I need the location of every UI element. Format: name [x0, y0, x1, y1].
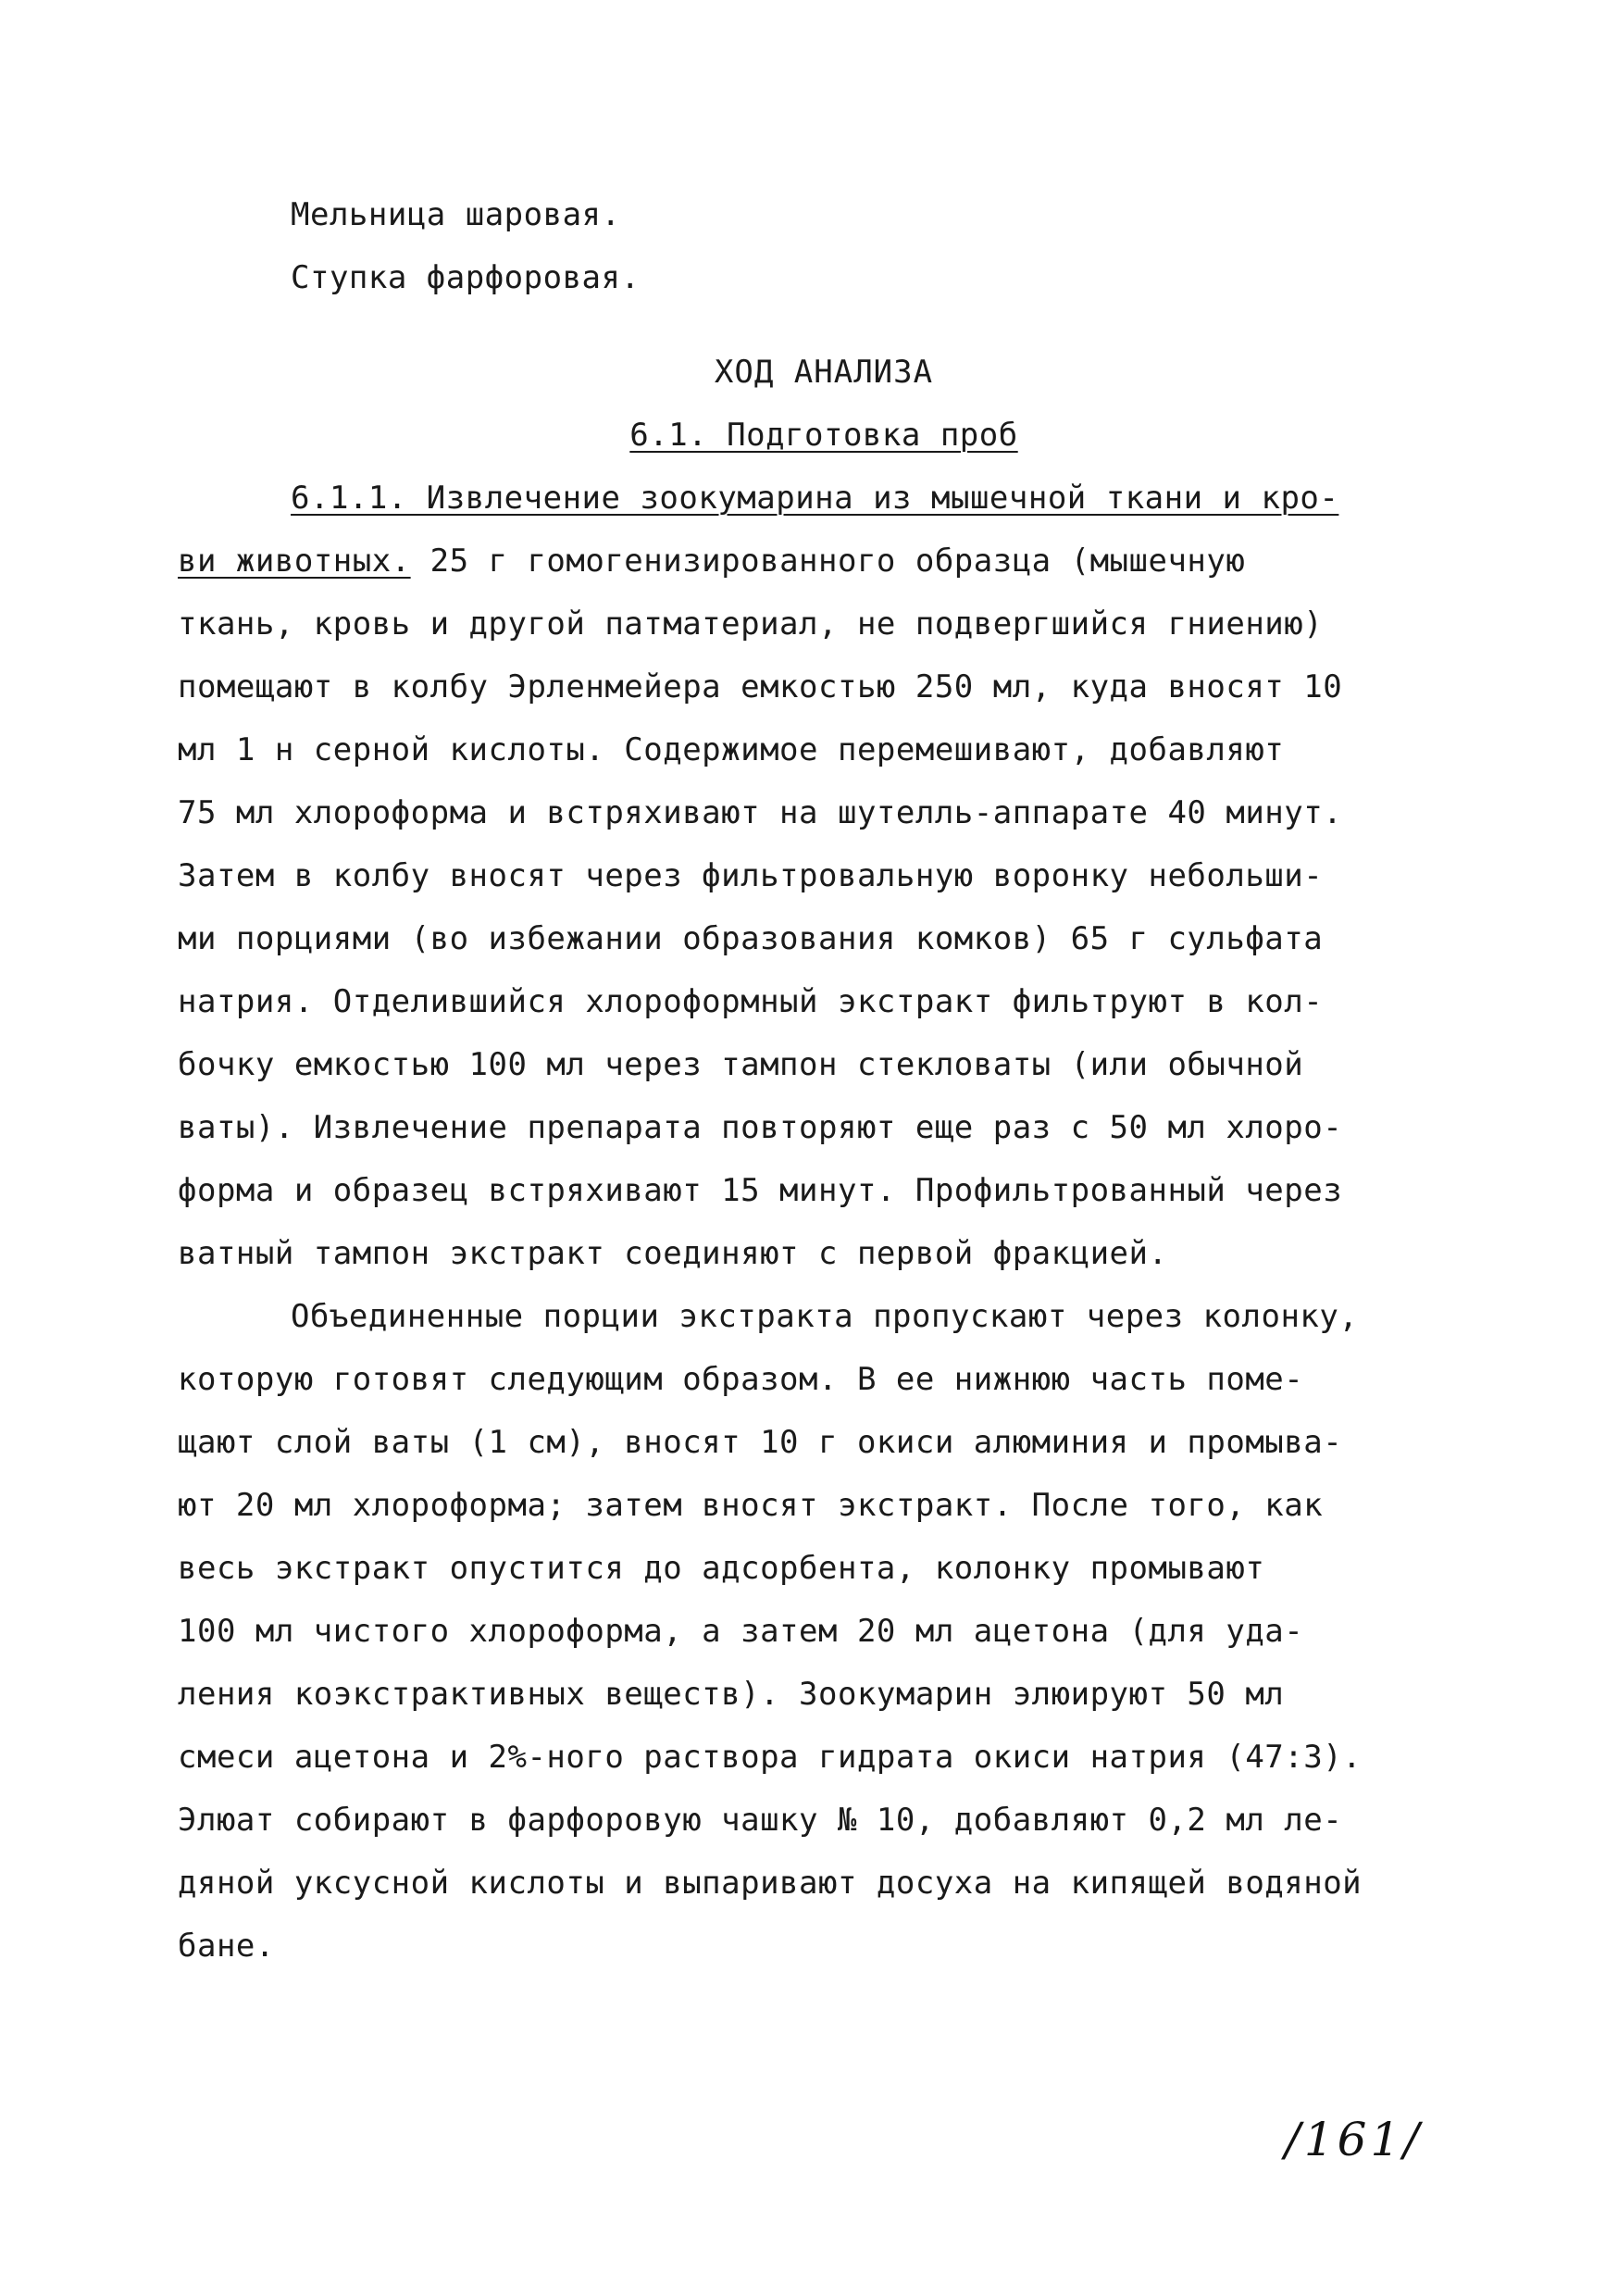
document-body: [178, 183, 1483, 1978]
paragraph-text: 25 г гомогенизированного образца (мышечную: [410, 543, 1246, 580]
paragraph-line: помещают в колбу Эрленмейера емкостью 250 мл, куда вносят 10: [178, 668, 1343, 705]
equipment-line: Ступка фарфоровая.: [291, 259, 641, 296]
paragraph-line: натрия. Отделившийся хлороформный экстракт фильтруют в кол-: [178, 983, 1324, 1020]
paragraph-line: бочку емкостью 100 мл через тампон стекловаты (или обычной: [178, 1046, 1304, 1083]
paragraph-line: ления коэкстрактивных веществ). Зоокумарин элюируют 50 мл: [178, 1676, 1285, 1713]
paragraph-heading: 6.1.1. Извлечение зоокумарина из мышечной ткани и кро-: [291, 480, 1339, 517]
paragraph-line: ют 20 мл хлороформа; затем вносят экстракт. После того, как: [178, 1487, 1324, 1524]
paragraph-line: дяной уксусной кислоты и выпаривают досуха на кипящей водяной: [178, 1865, 1363, 1902]
page-number: /161/: [1285, 2113, 1424, 2166]
paragraph-line: мл 1 н серной кислоты. Содержимое перемешивают, добавляют: [178, 731, 1285, 768]
paragraph-line: 75 мл хлороформа и встряхивают на шутелль-аппарате 40 минут.: [178, 794, 1343, 831]
paragraph-line: которую готовят следующим образом. В ее нижнюю часть поме-: [178, 1361, 1304, 1398]
paragraph-line: щают слой ваты (1 см), вносят 10 г окиси алюминия и промыва-: [178, 1424, 1343, 1461]
paragraph-line: Объединенные порции экстракта пропускают через колонку,: [291, 1298, 1359, 1335]
subsection-title-text: 6.1. Подготовка проб: [629, 417, 1018, 454]
paragraph-line: Элюат собирают в фарфоровую чашку № 10, добавляют 0,2 мл ле-: [178, 1802, 1343, 1839]
paragraph-heading-continued: ви животных.: [178, 543, 411, 580]
paragraph-line: ватный тампон экстракт соединяют с первой фракцией.: [178, 1235, 1168, 1272]
paragraph-line: форма и образец встряхивают 15 минут. Профильтрованный через: [178, 1172, 1343, 1209]
paragraph-line: бане.: [178, 1928, 275, 1965]
paragraph-line: 100 мл чистого хлороформа, а затем 20 мл ацетона (для уда-: [178, 1613, 1304, 1650]
paragraph-line: ткань, кровь и другой патматериал, не подвергшийся гниению): [178, 605, 1324, 643]
paragraph-line: [178, 530, 1483, 593]
paragraph-line: Затем в колбу вносят через фильтровальную воронку небольши-: [178, 857, 1324, 894]
paragraph-line: смеси ацетона и 2%-ного раствора гидрата окиси натрия (47:3).: [178, 1739, 1363, 1776]
equipment-line: Мельница шаровая.: [291, 196, 621, 233]
subsection-title: [178, 404, 1483, 467]
paragraph-line: ваты). Извлечение препарата повторяют еще раз с 50 мл хлоро-: [178, 1109, 1343, 1146]
paragraph-line: весь экстракт опустится до адсорбента, колонку промывают: [178, 1550, 1265, 1587]
page-number-value: 161: [1303, 2113, 1404, 2166]
paragraph-heading-line: [178, 467, 1483, 530]
section-title: ХОД АНАЛИЗА: [714, 354, 934, 391]
paragraph-line: ми порциями (во избежании образования комков) 65 г сульфата: [178, 920, 1324, 957]
